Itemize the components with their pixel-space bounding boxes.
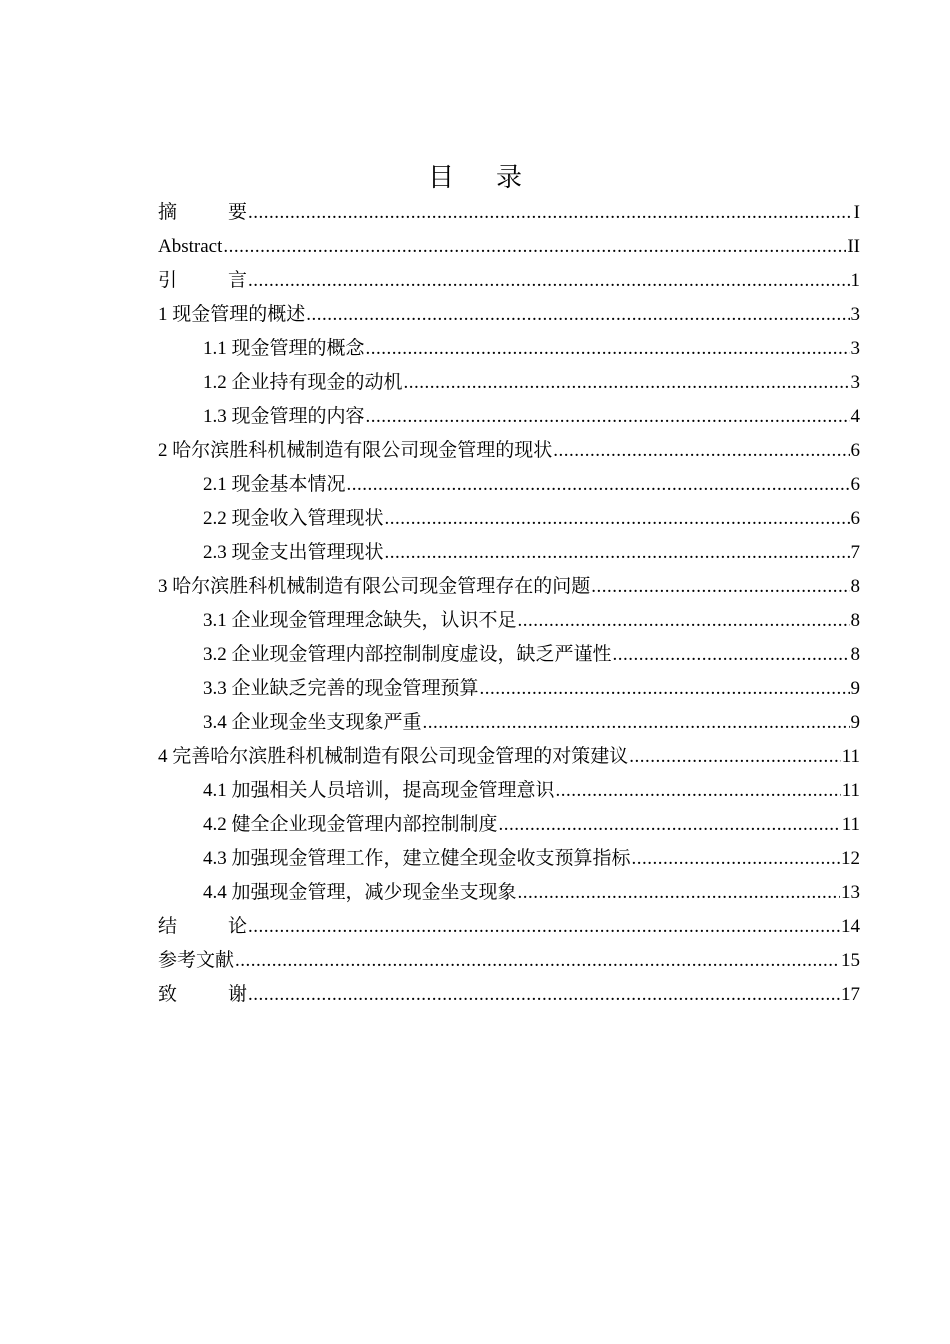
toc-page-number: 6	[850, 474, 860, 495]
toc-leader-dots	[591, 570, 849, 604]
toc-entry-text: 1.1 现金管理的概念	[203, 338, 365, 359]
toc-page-number: 8	[850, 610, 860, 631]
toc-page-number: 15	[841, 950, 860, 971]
toc-page-number: 9	[850, 678, 860, 699]
toc-leader-dots	[306, 298, 849, 332]
toc-leader-dots	[366, 332, 850, 366]
toc-page-number: 14	[841, 916, 860, 937]
toc-entry-text: 4.1 加强相关人员培训，提高现金管理意识	[203, 780, 555, 801]
toc-entry[interactable]	[158, 434, 860, 468]
toc-entry[interactable]	[158, 570, 860, 604]
toc-page-number: 11	[841, 814, 860, 835]
toc-entry-text: 1.2 企业持有现金的动机	[203, 372, 403, 393]
toc-leader-dots	[385, 536, 850, 570]
toc-entry[interactable]	[158, 502, 860, 536]
toc-page-number: 8	[850, 644, 860, 665]
toc-entry[interactable]	[158, 808, 860, 842]
toc-leader-dots	[499, 808, 841, 842]
toc-leader-dots	[385, 502, 850, 536]
toc-page-number: 4	[850, 406, 860, 427]
toc-page-number: 8	[850, 576, 860, 597]
toc-leader-dots	[248, 978, 840, 1012]
toc-page-number: I	[853, 202, 860, 223]
toc-leader-dots	[553, 434, 849, 468]
toc-page-number: 9	[850, 712, 860, 733]
toc-list	[158, 196, 860, 1012]
toc-page-number: II	[847, 236, 860, 257]
toc-page-number: 6	[850, 508, 860, 529]
toc-page-number: 12	[841, 848, 860, 869]
toc-leader-dots	[518, 876, 840, 910]
toc-entry[interactable]	[158, 196, 860, 230]
toc-entry[interactable]	[158, 638, 860, 672]
toc-entry[interactable]	[158, 298, 860, 332]
toc-page-number: 7	[850, 542, 860, 563]
toc-leader-dots	[518, 604, 850, 638]
toc-entry[interactable]	[158, 366, 860, 400]
toc-leader-dots	[248, 196, 853, 230]
toc-entry-text: 参考文献	[158, 950, 235, 971]
toc-entry-text: 4.4 加强现金管理，减少现金坐支现象	[203, 882, 517, 903]
toc-title-part1: 目	[427, 163, 454, 192]
toc-entry-text: Abstract	[158, 236, 223, 257]
toc-entry-text: 2.3 现金支出管理现状	[203, 542, 384, 563]
toc-entry[interactable]	[158, 774, 860, 808]
toc-entry-text: 引 言	[158, 270, 248, 291]
toc-entry-text: 1 现金管理的概述	[158, 304, 306, 325]
toc-page-number: 13	[841, 882, 860, 903]
toc-leader-dots	[248, 910, 840, 944]
toc-page-number: 11	[841, 780, 860, 801]
toc-page-number: 1	[850, 270, 860, 291]
toc-leader-dots	[235, 944, 840, 978]
toc-entry-text: 4.2 健全企业现金管理内部控制制度	[203, 814, 498, 835]
toc-entry-text: 致 谢	[158, 984, 248, 1005]
toc-leader-dots	[423, 706, 850, 740]
toc-entry[interactable]	[158, 536, 860, 570]
toc-entry-text: 3.4 企业现金坐支现象严重	[203, 712, 422, 733]
toc-entry[interactable]	[158, 842, 860, 876]
toc-leader-dots	[632, 842, 840, 876]
toc-entry-text: 2.2 现金收入管理现状	[203, 508, 384, 529]
toc-entry[interactable]	[158, 706, 860, 740]
toc-entry[interactable]	[158, 944, 860, 978]
toc-leader-dots	[404, 366, 850, 400]
toc-title	[0, 158, 950, 198]
toc-entry-text: 摘 要	[158, 202, 248, 223]
toc-page-number: 3	[850, 372, 860, 393]
toc-entry-text: 3.3 企业缺乏完善的现金管理预算	[203, 678, 479, 699]
toc-entry-text: 3.2 企业现金管理内部控制制度虚设，缺乏严谨性	[203, 644, 612, 665]
toc-entry-text: 结 论	[158, 916, 248, 937]
toc-entry[interactable]	[158, 978, 860, 1012]
toc-entry[interactable]	[158, 468, 860, 502]
toc-entry[interactable]	[158, 400, 860, 434]
toc-page-number: 3	[850, 338, 860, 359]
toc-entry[interactable]	[158, 910, 860, 944]
toc-entry-text: 1.3 现金管理的内容	[203, 406, 365, 427]
toc-entry[interactable]	[158, 604, 860, 638]
toc-entry[interactable]	[158, 672, 860, 706]
toc-entry-text: 2 哈尔滨胜科机械制造有限公司现金管理的现状	[158, 440, 553, 461]
toc-entry[interactable]	[158, 876, 860, 910]
toc-page-number: 3	[850, 304, 860, 325]
toc-entry-text: 2.1 现金基本情况	[203, 474, 346, 495]
toc-entry[interactable]	[158, 230, 860, 264]
toc-leader-dots	[223, 230, 846, 264]
toc-page-number: 11	[841, 746, 860, 767]
toc-leader-dots	[480, 672, 850, 706]
toc-leader-dots	[556, 774, 841, 808]
toc-entry-text: 3.1 企业现金管理理念缺失，认识不足	[203, 610, 517, 631]
toc-entry-text: 4.3 加强现金管理工作，建立健全现金收支预算指标	[203, 848, 631, 869]
toc-leader-dots	[366, 400, 850, 434]
toc-entry-text: 3 哈尔滨胜科机械制造有限公司现金管理存在的问题	[158, 576, 591, 597]
toc-entry[interactable]	[158, 264, 860, 298]
toc-page-number: 6	[850, 440, 860, 461]
toc-entry[interactable]	[158, 332, 860, 366]
toc-entry[interactable]	[158, 740, 860, 774]
toc-title-part2: 录	[496, 163, 523, 192]
toc-leader-dots	[613, 638, 850, 672]
toc-leader-dots	[629, 740, 840, 774]
toc-leader-dots	[248, 264, 849, 298]
toc-page-number: 17	[841, 984, 860, 1005]
toc-leader-dots	[347, 468, 850, 502]
toc-entry-text: 4 完善哈尔滨胜科机械制造有限公司现金管理的对策建议	[158, 746, 629, 767]
